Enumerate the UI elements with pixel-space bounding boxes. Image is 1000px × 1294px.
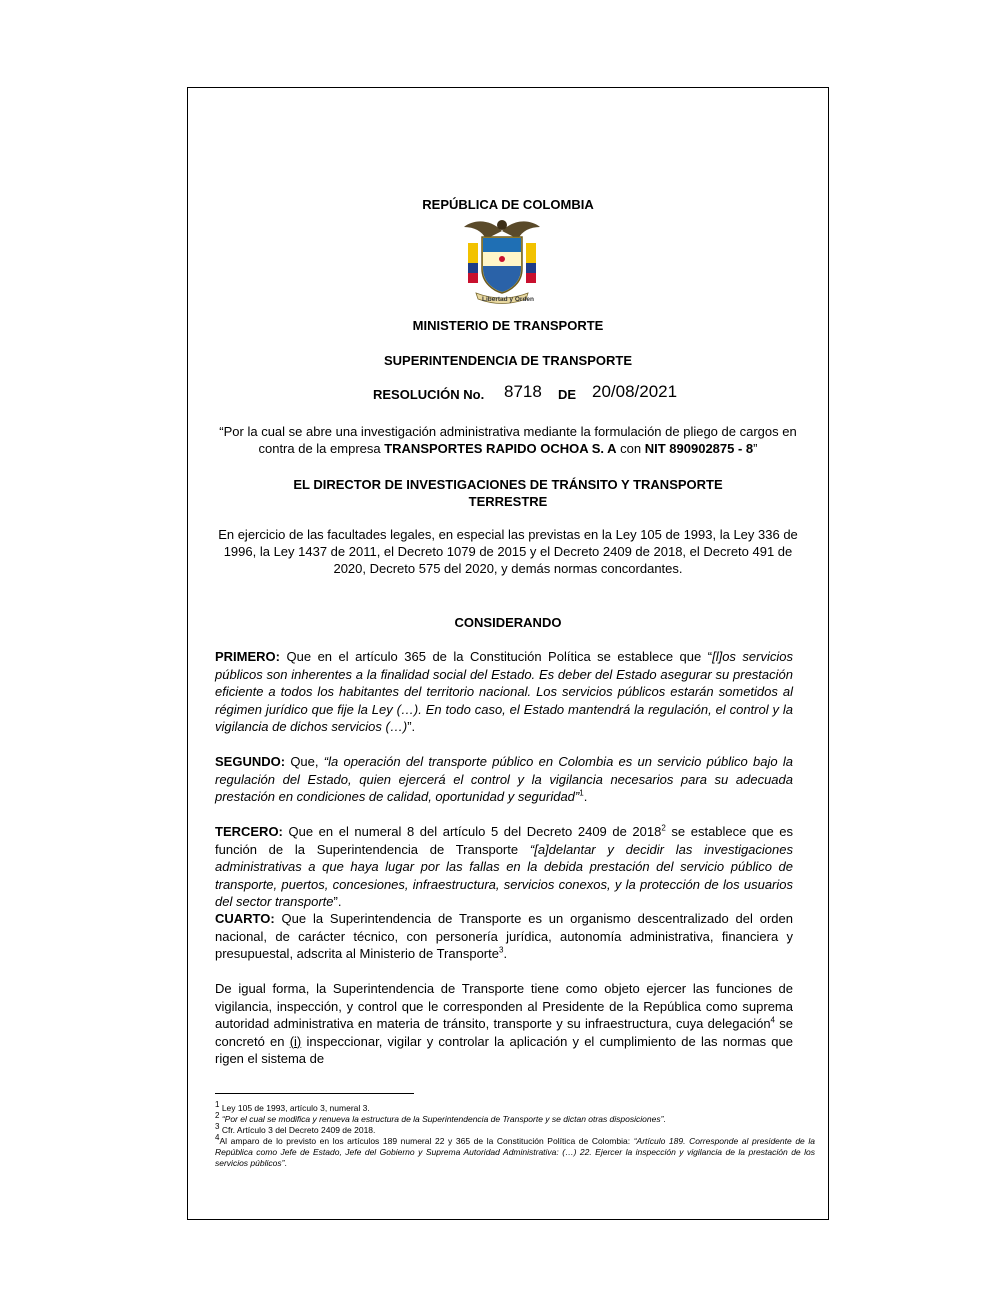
nit-number: NIT 890902875 - 8: [644, 441, 754, 456]
footnote-ref-3: 3: [498, 945, 504, 955]
resolution-line: [188, 383, 828, 407]
paragraph-segundo: SEGUNDO: Que, “la operación del transporte público en Colombia es un servicio público bajo la regulación del Estado, quien ejercerá el control y la vigilancia necesarios para su adecuada prestación en condiciones de calidad, oportunidad y seguridad”$^1$.: [215, 754, 793, 804]
coat-of-arms-icon: [462, 213, 542, 308]
motto-text: Libertad y Orden: [481, 296, 534, 303]
considerando-heading: CONSIDERANDO: [454, 615, 562, 630]
footnote-3: $^3$ Cfr. Artículo 3 del Decreto 2409 de 2018.: [215, 1122, 376, 1135]
superintendence-heading: SUPERINTENDENCIA DE TRANSPORTE: [384, 353, 632, 368]
company-name: TRANSPORTES RAPIDO OCHOA S. A: [384, 441, 617, 456]
ministry-heading: MINISTERIO DE TRANSPORTE: [412, 318, 604, 333]
paragraph-igual-forma: De igual forma, la Superintendencia de Transporte tiene como objeto ejercer las funciones de vigilancia, inspección, y control que le corresponden al Presidente de la República como suprema autoridad administrativa en materia de tránsito, transporte y su infraestructura, cuya delegación$^4$ se concretó en (i) inspeccionar, vigilar y controlar la aplicación y el cumplimiento de las normas que rigen el sistema de: [215, 981, 793, 1066]
country-heading: REPÚBLICA DE COLOMBIA: [422, 197, 594, 212]
director-heading: EL DIRECTOR DE INVESTIGACIONES DE TRÁNSITO Y TRANSPORTE TERRESTRE: [293, 477, 723, 509]
de-label: DE: [558, 387, 577, 402]
footnote-divider: [215, 1093, 414, 1094]
paragraph-tercero: TERCERO: Que en el numeral 8 del artículo 5 del Decreto 2409 de 2018$^2$ se establece que es función de la Superintendencia de Transporte “[a]delantar y decidir las investigaciones administrativas a que haya lugar por las fallas en la debida prestación del servicio público de transporte, puertos, concesiones, infraestructura, servicios conexos, y la protección de los usuarios del sector transporte”.: [215, 823, 793, 909]
resolution-date: 20/08/2021: [592, 382, 678, 401]
subject-line-1: “Por la cual se abre una investigación administrativa mediante la formulación de pliego de cargos en: [219, 424, 797, 439]
resolution-label: RESOLUCIÓN No.: [373, 387, 485, 402]
footnote-2: $^2$ “Por el cual se modifica y renueva la estructura de la Superintendencia de Transporte y se dictan otras disposiciones”.: [215, 1111, 666, 1124]
paragraph-primero: PRIMERO: Que en el artículo 365 de la Constitución Política se establece que “[l]os servicios públicos son inherentes a la finalidad social del Estado. Es deber del Estado asegurar su prestación eficiente a todos los habitantes del territorio nacional. Los servicios públicos estarán sometidos al régimen jurídico que fije la Ley (…). En todo caso, el Estado mantendrá la regulación, el control y la vigilancia de dichos servicios (…)”.: [215, 649, 793, 734]
footnote-ref-4: 4: [770, 1015, 775, 1025]
coat-of-arms-emblem: [462, 213, 542, 308]
footnote-ref-1: 1: [579, 788, 584, 798]
document-page: [187, 87, 829, 1220]
footnote-4: $^4$Al amparo de lo previsto en los artículos 189 numeral 22 y 365 de la Constitución Política de Colombia: “Artículo 189. Corresponde al presidente de la República como Jefe de Estado, Jefe del Gobierno y Suprema Autoridad Administrativa: (…) 22. Ejercer la inspección y vigilancia de la prestación de los servicios públicos”.: [215, 1133, 815, 1168]
paragraph-cuarto: CUARTO: Que la Superintendencia de Transporte es un organismo descentralizado del orden nacional, de carácter técnico, con personería jurídica, autonomía administrativa, financiera y presupuestal, adscrita al Ministerio de Transporte$^3$.: [215, 911, 793, 961]
preamble-text: En ejercicio de las facultades legales, en especial las previstas en la Ley 105 de 1993, la Ley 336 de 1996, la Ley 1437 de 2011, el Decreto 1079 de 2015 y el Decreto 2409 de 2018, el Decreto 491 de 2020, Decreto 575 del 2020, y demás normas concordantes.: [218, 527, 798, 576]
subject-text: [188, 423, 828, 457]
resolution-number: 8718: [504, 382, 542, 401]
subject-line-2: contra de la empresa TRANSPORTES RAPIDO OCHOA S. A con NIT 890902875 - 8”: [258, 441, 758, 456]
footnote-1: $^1$ Ley 105 de 1993, artículo 3, numeral 3.: [215, 1100, 370, 1113]
footnote-ref-2: 2: [661, 823, 666, 833]
